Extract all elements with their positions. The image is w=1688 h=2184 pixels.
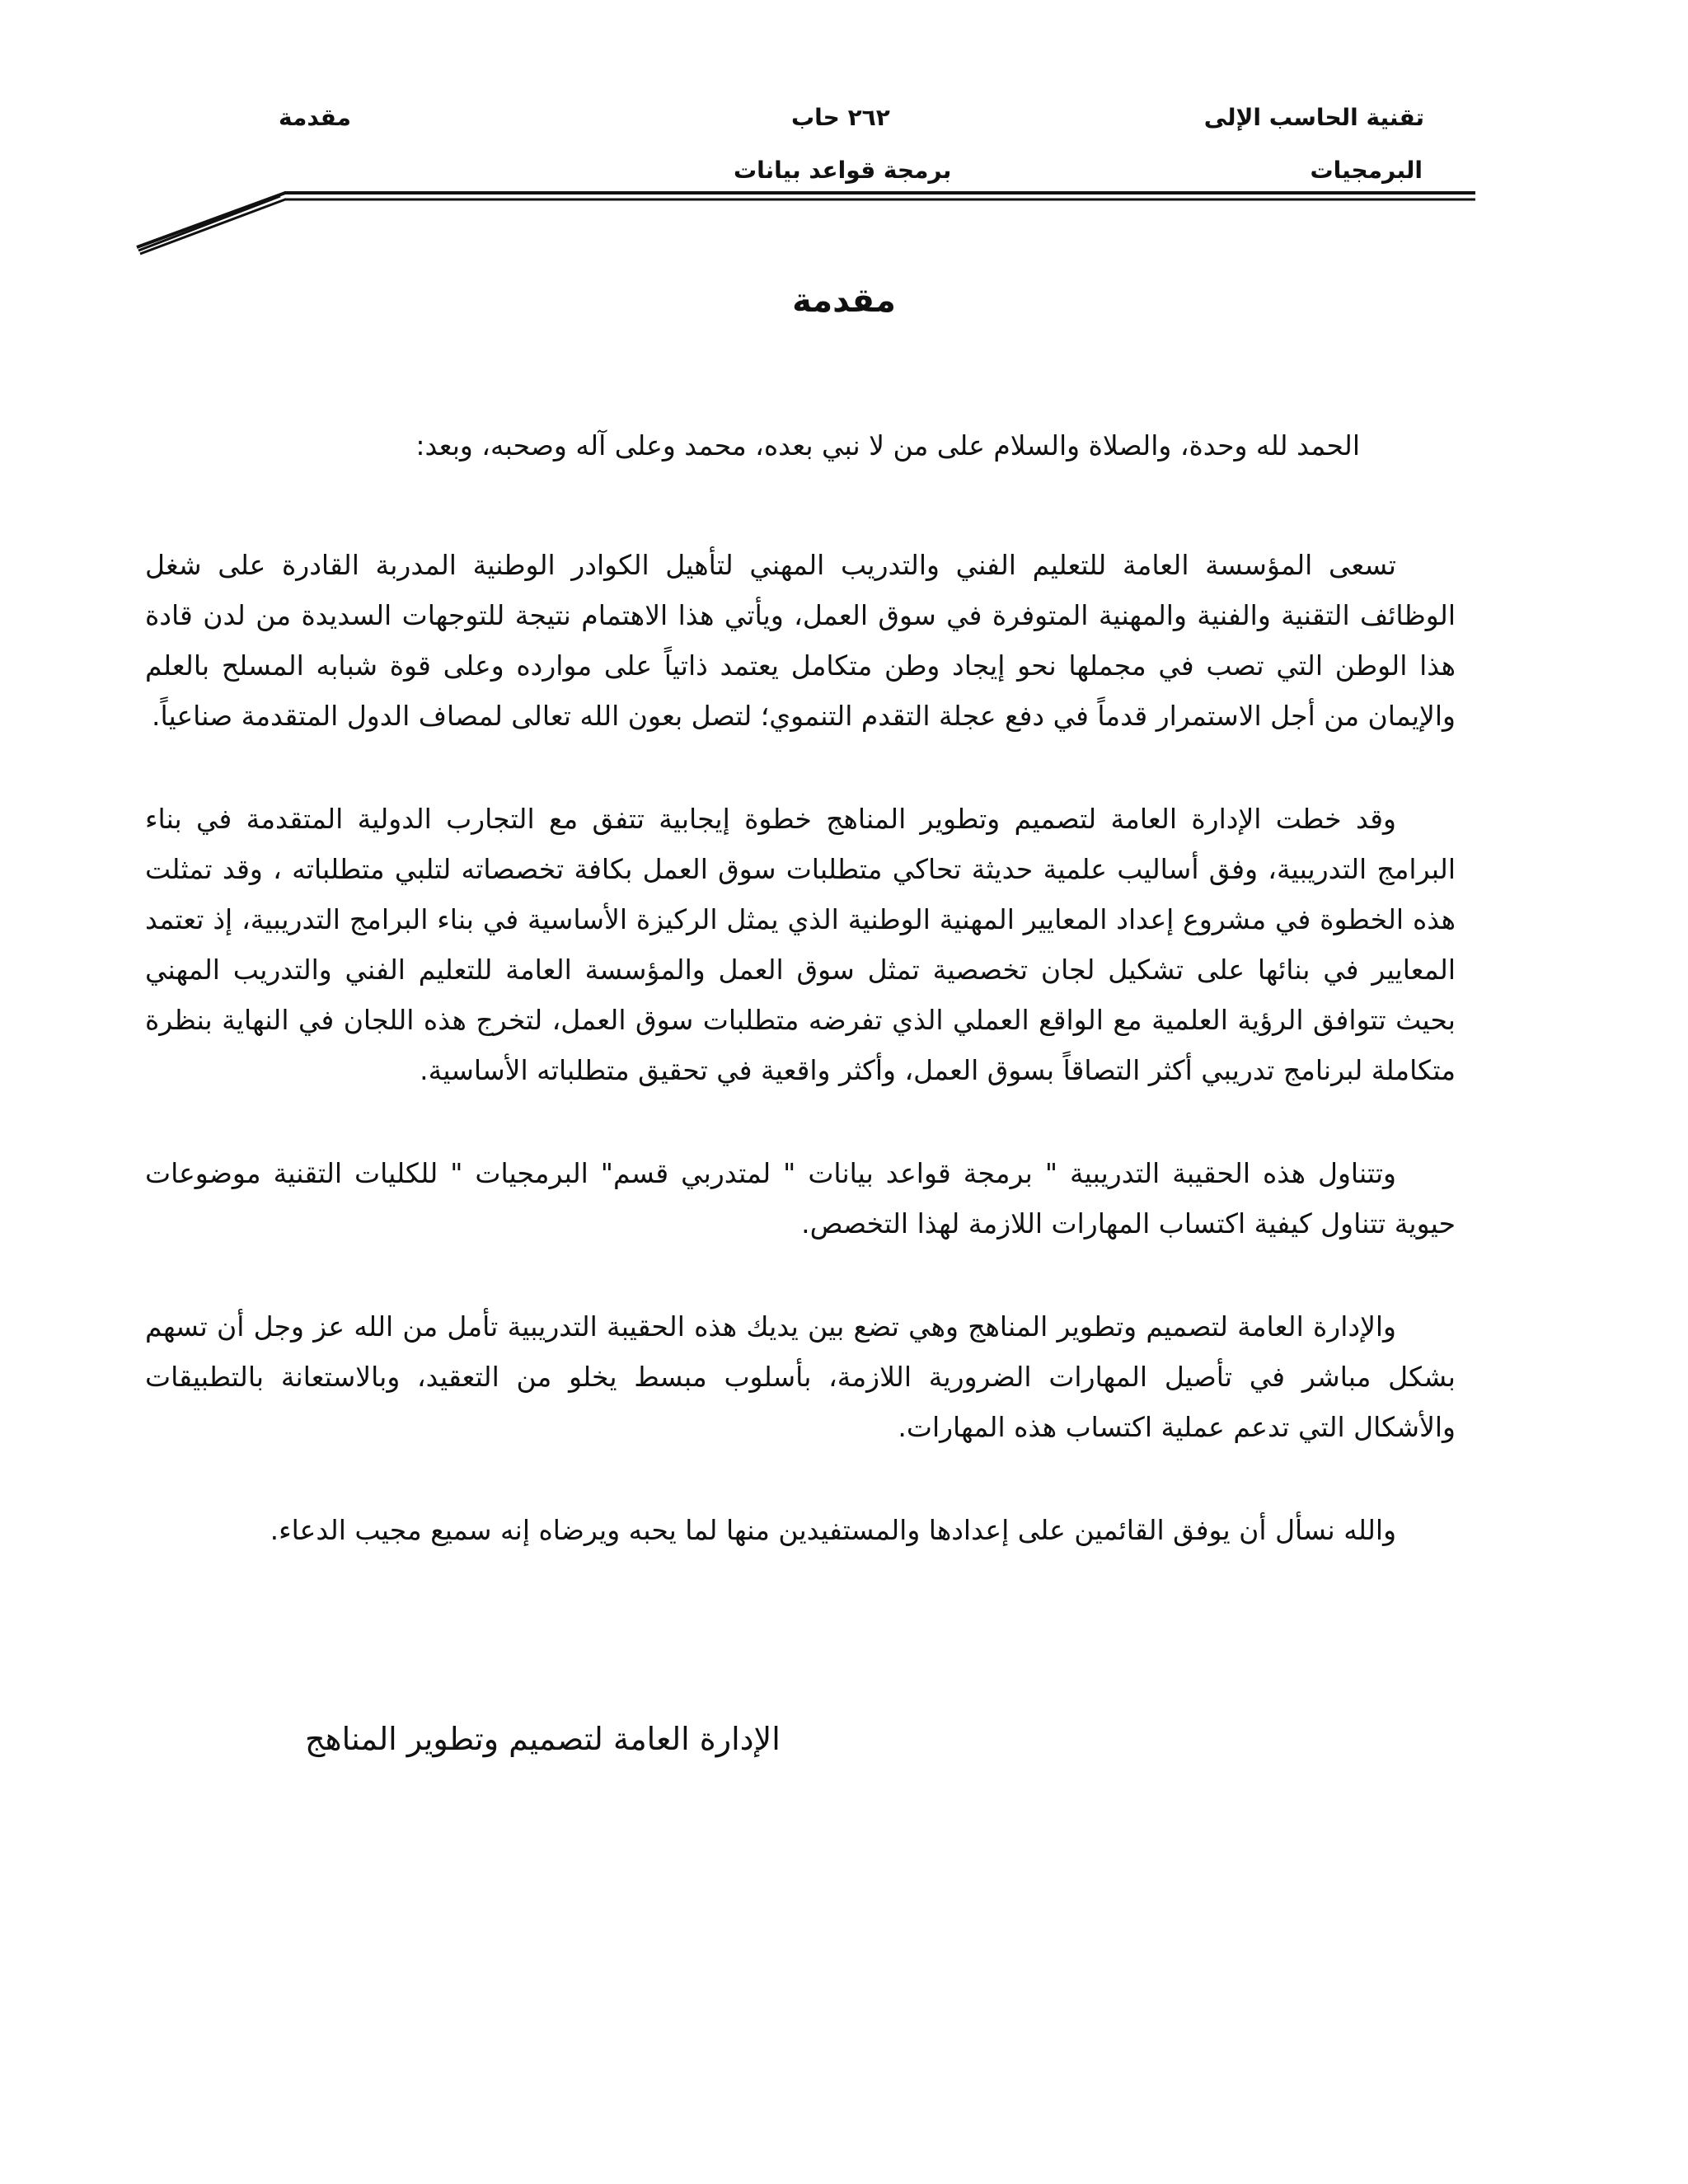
paragraph-greeting: الحمد لله وحدة، والصلاة والسلام على من لا نبي بعده، محمد وعلى آله وصحبه، وبعد: bbox=[415, 429, 1360, 462]
paragraph-2: وقد خطت الإدارة العامة لتصميم وتطوير المناهج خطوة إيجابية تتفق مع التجارب الدولية المتقدمة في بناء البرامج التدريبية، وفق أساليب علمية حديثة تحاكي متطلبات سوق العمل بكافة تخصصاته لتلبي متطلباته ، وقد تمثلت هذه الخطوة في مشروع إعداد المعايير المهنية الوطنية الذي يمثل الركيزة الأساسية في بناء البرامج التدريبية، إذ تعتمد المعايير في بنائها على تشكيل لجان تخصصية تمثل سوق العمل والمؤسسة العامة للتعليم الفني والتدريب المهني بحيث تتوافق الرؤية العلمية مع الواقع العملي الذي تفرضه متطلبات سوق العمل، لتخرج هذه اللجان في النهاية بنظرة متكاملة لبرنامج تدريبي أكثر التصاقاً بسوق العمل، وأكثر واقعية في تحقيق متطلباته الأساسية. bbox=[145, 803, 1456, 1086]
header-department: تقنية الحاسب الإلى bbox=[1203, 104, 1424, 131]
paragraph-3: وتتناول هذه الحقيبة التدريبية " برمجة قواعد بيانات " لمتدربي قسم" البرمجيات " للكليات التقنية موضوعات حيوية تتناول كيفية اكتساب المهارات اللازمة لهذا التخصص. bbox=[145, 1157, 1456, 1240]
header-specialization: البرمجيات bbox=[1310, 157, 1423, 184]
paragraph-5: والله نسأل أن يوفق القائمين على إعدادها والمستفيدين منها لما يحبه ويرضاه إنه سميع مجيب الدعاء. bbox=[270, 1514, 1396, 1546]
page-title: مقدمة bbox=[792, 282, 896, 320]
paragraph-1: تسعى المؤسسة العامة للتعليم الفني والتدريب المهني لتأهيل الكوادر الوطنية المدربة القادرة على شغل الوظائف التقنية والفنية والمهنية المتوفرة في سوق العمل، ويأتي هذا الاهتمام نتيجة للتوجهات السديدة من لدن قادة هذا الوطن التي تصب في مجملها نحو إيجاد وطن متكامل يعتمد ذاتياً على موارده وعلى قوة شبابه المسلح بالعلم والإيمان من أجل الاستمرار قدماً في دفع عجلة التقدم التنموي؛ لتصل بعون الله تعالى لمصاف الدول المتقدمة صناعياً. bbox=[145, 549, 1456, 732]
signature: الإدارة العامة لتصميم وتطوير المناهج bbox=[305, 1721, 781, 1757]
document-body bbox=[145, 420, 1456, 1608]
header-course-title: برمجة قواعد بيانات bbox=[734, 157, 952, 184]
header-divider-rule bbox=[124, 181, 1475, 264]
header-section-name: مقدمة bbox=[279, 104, 351, 131]
header-course-code: ٢٦٢ حاب bbox=[791, 104, 890, 131]
paragraph-4: والإدارة العامة لتصميم وتطوير المناهج وهي تضع بين يديك هذه الحقيبة التدريبية تأمل من الله عز وجل أن تسهم بشكل مباشر في تأصيل المهارات الضرورية اللازمة، بأسلوب مبسط يخلو من التعقيد، وبالاستعانة بالتطبيقات والأشكال التي تدعم عملية اكتساب هذه المهارات. bbox=[145, 1310, 1456, 1443]
